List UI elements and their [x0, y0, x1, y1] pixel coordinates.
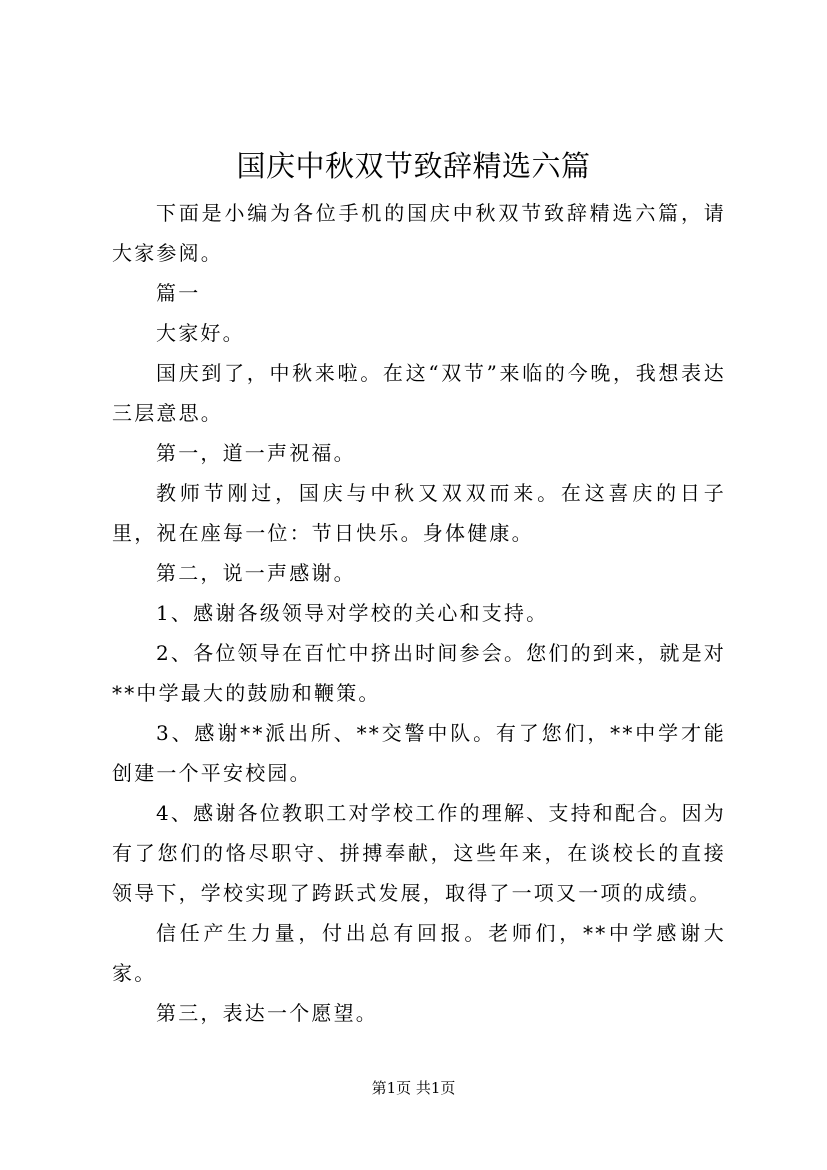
- paragraph-thanks-3: 3、感谢**派出所、**交警中队。有了您们，**中学才能创建一个平安校园。: [112, 721, 726, 785]
- paragraph-thanks-4: 4、感谢各位教职工对学校工作的理解、支持和配合。因为有了您们的恪尽职守、拼搏奉献，这些年来，在谈校长的直接领导下，学校实现了跨跃式发展，取得了一项又一项的成绩。: [112, 801, 726, 905]
- document-body: [112, 193, 726, 1033]
- paragraph-section-heading: 篇一: [156, 281, 201, 305]
- paragraph-point-two: 第二，说一声感谢。: [156, 561, 356, 585]
- paragraph-point-three: 第三，表达一个愿望。: [156, 1001, 378, 1025]
- paragraph-thanks-2: 2、各位领导在百忙中挤出时间参会。您们的到来，就是对**中学最大的鼓励和鞭策。: [112, 641, 726, 705]
- page-footer: 第1页 共1页: [371, 1079, 456, 1097]
- paragraph-trust: 信任产生力量，付出总有回报。老师们，**中学感谢大家。: [112, 921, 726, 985]
- paragraph-point-one: 第一，道一声祝福。: [156, 441, 356, 465]
- paragraph-greeting: 大家好。: [156, 321, 245, 345]
- paragraph-intro: 下面是小编为各位手机的国庆中秋双节致辞精选六篇，请大家参阅。: [112, 201, 726, 265]
- document-title: 国庆中秋双节致辞精选六篇: [236, 149, 591, 183]
- paragraph-opening: 国庆到了，中秋来啦。在这“双节”来临的今晚，我想表达三层意思。: [112, 361, 726, 425]
- paragraph-blessing: 教师节刚过，国庆与中秋又双双而来。在这喜庆的日子里，祝在座每一位：节日快乐。身体健康。: [112, 481, 726, 545]
- paragraph-thanks-1: 1、感谢各级领导对学校的关心和支持。: [156, 601, 549, 625]
